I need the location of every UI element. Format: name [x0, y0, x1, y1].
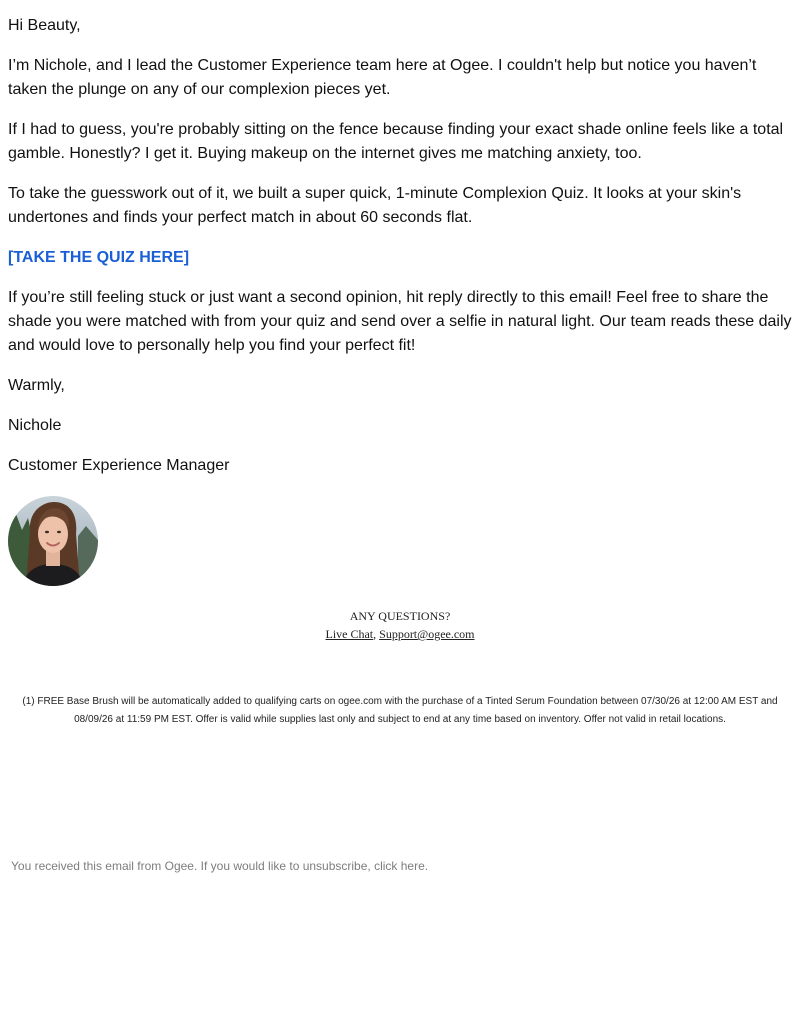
questions-block	[0, 607, 800, 643]
greeting: Hi Beauty,	[8, 17, 81, 34]
followup-paragraph: If you’re still feeling stuck or just want a second opinion, hit reply directly to this email! Feel free to share the shade you were matched with from your quiz and send over a selfie in natural light. Our team reads these daily and would love to personally help you find your perfect fit!	[8, 289, 792, 354]
questions-heading: ANY QUESTIONS?	[349, 609, 451, 623]
email-body	[8, 14, 798, 494]
cta-row	[8, 246, 798, 270]
signer-name: Nichole	[8, 417, 62, 434]
live-chat-link[interactable]: Live Chat	[325, 627, 374, 641]
shade-paragraph: If I had to guess, you're probably sitting on the fence because finding your exact shade online feels like a total gamble. Honestly? I get it. Buying makeup on the internet gives me matching anxiety, too.	[8, 121, 784, 162]
take-quiz-link[interactable]: [TAKE THE QUIZ HERE]	[8, 249, 190, 266]
signer-title: Customer Experience Manager	[8, 457, 230, 474]
avatar	[8, 496, 98, 586]
avatar-photo	[8, 496, 98, 586]
contact-links	[0, 625, 800, 643]
intro-paragraph: I’m Nichole, and I lead the Customer Experience team here at Ogee. I couldn't help but notice you haven’t taken the plunge on any of our complexion pieces yet.	[8, 57, 757, 98]
signoff: Warmly,	[8, 377, 65, 394]
quiz-paragraph: To take the guesswork out of it, we built a super quick, 1-minute Complexion Quiz. It looks at your skin's undertones and finds your perfect match in about 60 seconds flat.	[8, 185, 742, 226]
contact-separator: ,	[373, 627, 377, 641]
offer-disclaimer: (1) FREE Base Brush will be automatically added to qualifying carts on ogee.com with the purchase of a Tinted Serum Foundation between 07/30/26 at 12:00 AM EST and 08/09/26 at 11:59 PM EST. Offer is valid while supplies last only and subject to end at any time based on inventory. Offer not valid in retail locations.	[22, 696, 778, 725]
unsubscribe-link[interactable]: You received this email from Ogee. If you would like to unsubscribe, click here.	[11, 859, 429, 873]
support-email-link[interactable]: Support@ogee.com	[379, 627, 475, 641]
